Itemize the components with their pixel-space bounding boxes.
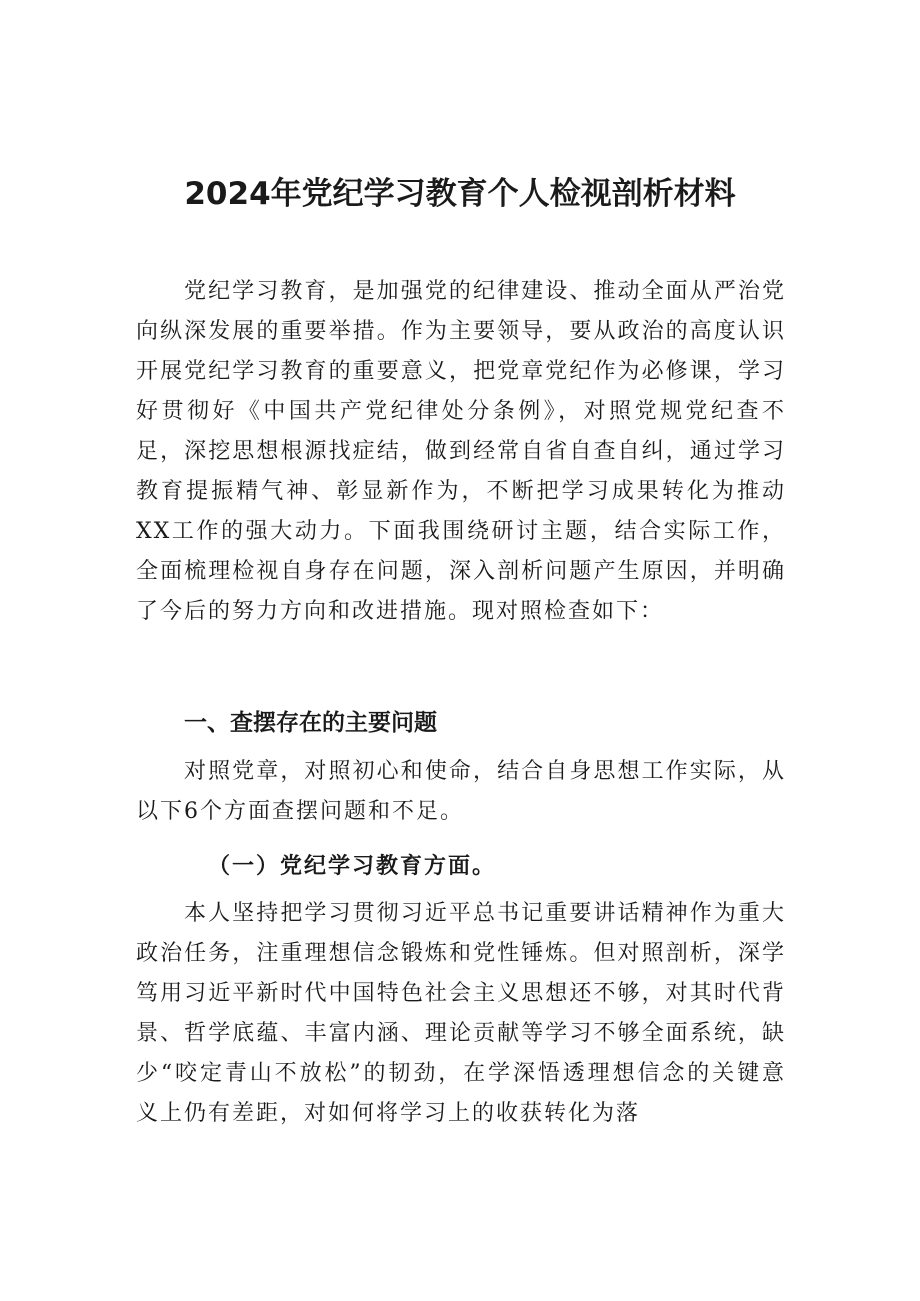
intro-paragraph: 党纪学习教育，是加强党的纪律建设、推动全面从严治党向纵深发展的重要举措。作为主要领导，要从政治的高度认识开展党纪学习教育的重要意义，把党章党纪作为必修课，学习好贯彻好《中国共产党纪律处分条例》，对照党规党纪查不足，深挖思想根源找症结，做到经常自省自查自纠，通过学习教育提振精气神、彰显新作为，不断把学习成果转化为推动XX工作的强大动力。下面我围绕研讨主题，结合实际工作，全面梳理检视自身存在问题，深入剖析问题产生原因，并明确了今后的努力方向和改进措施。现对照检查如下： (136, 279, 786, 624)
subsection-paragraph: 本人坚持把学习贯彻习近平总书记重要讲话精神作为重大政治任务，注重理想信念锻炼和党性锤炼。但对照剖析，深学笃用习近平新时代中国特色社会主义思想还不够，对其时代背景、哲学底蕴、丰富内涵、理论贡献等学习不够全面系统，缺少“咬定青山不放松”的韧劲，在学深悟透理想信念的关键意义上仍有差距，对如何将学习上的收获转化为落 (136, 901, 786, 1126)
document-title: 2024年党纪学习教育个人检视剖析材料 (184, 176, 736, 212)
section-heading: 一、查摆存在的主要问题 (184, 710, 437, 736)
section-paragraph: 对照党章，对照初心和使命，结合自身思想工作实际，从以下6个方面查摆问题和不足。 (136, 759, 786, 824)
subsection-heading: （一）党纪学习教育方面。 (208, 853, 497, 879)
